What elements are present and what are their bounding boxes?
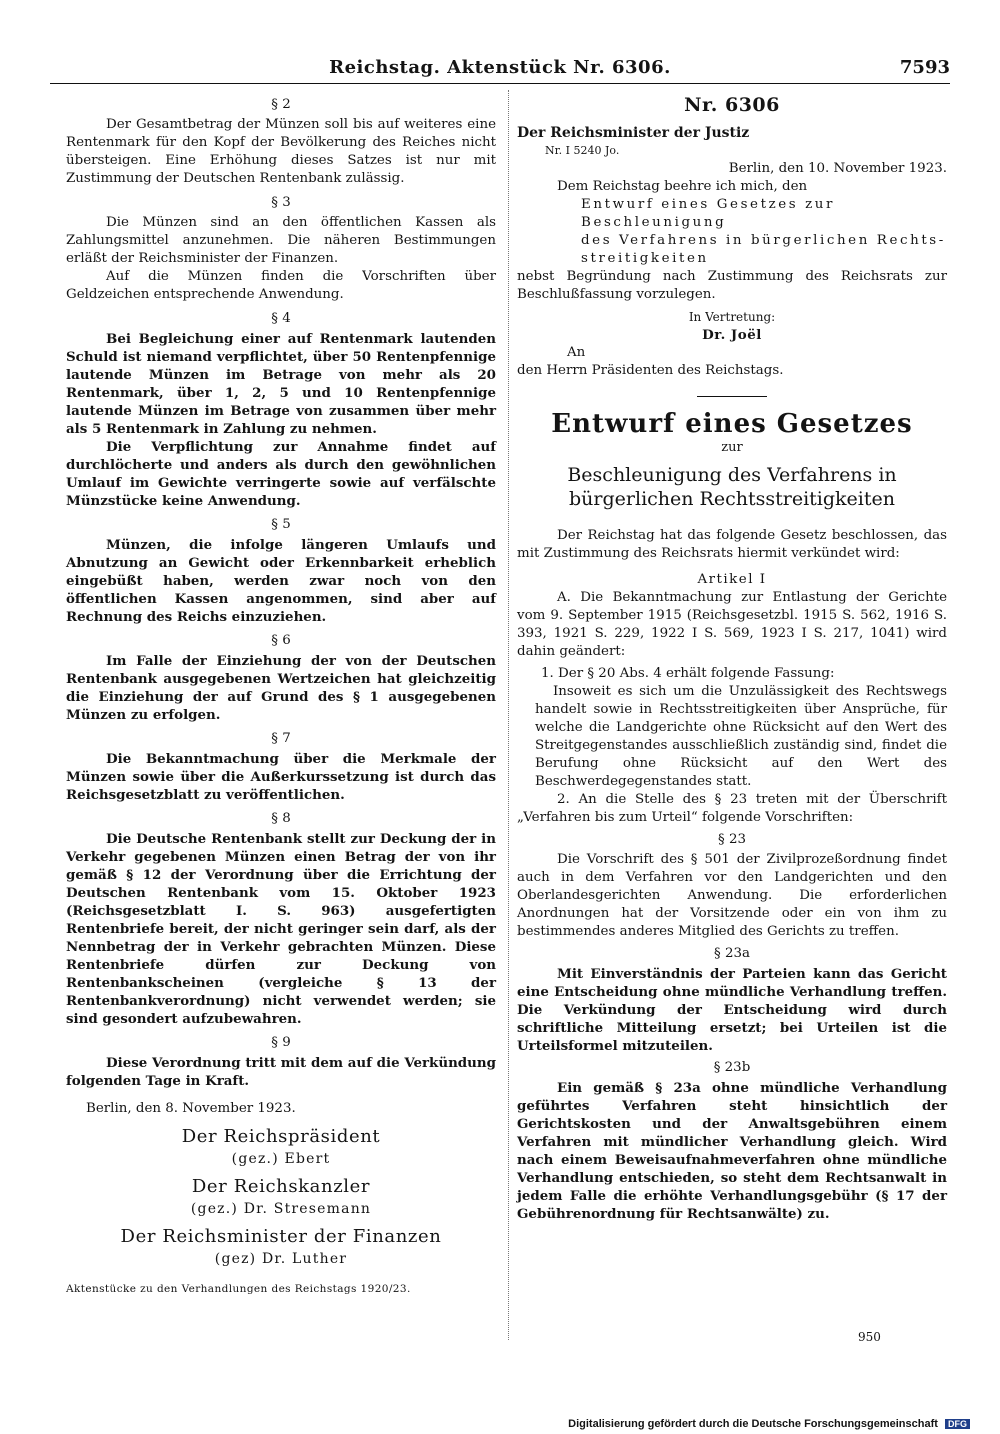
article-text: A. Die Bekanntmachung zur Entlastung der Gerichte vom 9. September 1915 (Reichsgesetzbl. 1915 S. 562, 1916 S. 393, 1921 S. 229, 1922 I S. 569, 1923 I S. 217, 1041) wird dahin geändert: bbox=[517, 590, 947, 659]
section-heading: § 23 bbox=[718, 832, 746, 847]
paragraph: Die Deutsche Rentenbank stellt zur Deckung der in Verkehr gegebenen Münzen einen Betrag der von ihr gemäß § 12 der Verordnung über die Errichtung der Deutschen Rentenbank vom 15. Oktober 1923 (Reichsgesetzblatt I. S. 963) ausgefertigten Rentenbriefe bereit, der nicht geringer sein darf, als der Nennbetrag der in Verkehr gebrachten Münzen. Diese Rentenbriefe dürfen zur Deckung von Rentenbankscheinen (vergleiche § 13 der Rentenbankverordnung) nicht verwendet werden; sie sind gesondert aufzubewahren. bbox=[66, 831, 496, 1027]
paragraph: Die Bekanntmachung über die Merkmale der Münzen sowie über die Außerkurssetzung ist durch das Reichsgesetzblatt zu veröffentlichen. bbox=[66, 751, 496, 803]
header-title: Reichstag. Aktenstück Nr. 6306. bbox=[329, 57, 671, 78]
left-date: Berlin, den 8. November 1923. bbox=[86, 1101, 296, 1116]
signature-title: Der Reichspräsident bbox=[181, 1126, 381, 1147]
paragraph: Auf die Münzen finden die Vorschriften über Geldzeichen entsprechende Anwendung. bbox=[66, 269, 496, 302]
letter-date: Berlin, den 10. November 1923. bbox=[728, 161, 947, 176]
draft-title: Entwurf eines Gesetzes bbox=[551, 409, 913, 439]
minister-title: Der Reichsminister der Justiz bbox=[517, 125, 750, 141]
section-heading: § 23b bbox=[713, 1060, 751, 1075]
section-heading: § 9 bbox=[271, 1035, 291, 1050]
signer: Dr. Joël bbox=[702, 327, 762, 343]
paragraph: Im Falle der Einziehung der von der Deutschen Rentenbank ausgegebenen Wertzeichen hat gleichzeitig die Einziehung der auf Grund des § 1 ausgegebenen Münzen zu erfolgen. bbox=[66, 653, 496, 723]
paragraph: Münzen, die infolge längeren Umlaufs und Abnutzung an Gewicht oder Erkennbarkeit erheblich eingebüßt haben, werden zwar noch von den öffentlichen Kassen angenommen, sind aber auf Rechnung des Reichs einzuziehen. bbox=[66, 537, 496, 625]
paragraph: Die Verpflichtung zur Annahme findet auf durchlöcherte und anders als durch den gewöhnlichen Umlauf im Gewichte verringerte sowie auf verfälschte Münzstücke keine Anwendung. bbox=[66, 439, 496, 509]
paragraph: Der Gesamtbetrag der Münzen soll bis auf weiteres eine Rentenmark für den Kopf der Bevölkerung des Reiches nicht übersteigen. Eine Erhöhung dieses Satzes ist nur mit Zustimmung der Deutschen Rentenbank zulässig. bbox=[66, 117, 496, 186]
column-divider bbox=[508, 90, 509, 1340]
letter-continuation: nebst Begründung nach Zustimmung des Reichsrats zur Beschlußfassung vorzulegen. bbox=[517, 269, 947, 302]
signature-name: (gez.) Dr. Stresemann bbox=[190, 1201, 372, 1217]
section-heading: § 3 bbox=[271, 195, 291, 210]
section-heading: § 5 bbox=[271, 517, 291, 532]
section-heading: § 2 bbox=[271, 97, 291, 112]
signature-title: Der Reichsminister der Finanzen bbox=[120, 1226, 442, 1247]
paragraph: Bei Begleichung einer auf Rentenmark lautenden Schuld ist niemand verpflichtet, über 50 Rentenpfennige lautende Münzen im Betrage von mehr als 20 Rentenmark, über 1, 2, 5 und 10 Rentenpfennige lautende Münzen im Betrage von zusammen über mehr als 5 Rentenmark in Zahlung zu nehmen. bbox=[66, 331, 496, 437]
section-heading: § 6 bbox=[271, 633, 291, 648]
quoted-provision: Insoweit es sich um die Unzulässigkeit des Rechtswegs handelt sowie in Rechtsstreitigkeiten über Ansprüche, für welche die Landgerichte ohne Rücksicht auf den Wert des Streitgegenstandes ausschließlich zuständig sind, findet die Berufung ohne Rücksicht auf den Wert des Beschwerdegegenstandes statt. bbox=[535, 684, 947, 789]
bill-title-line: des Verfahrens in bürgerlichen Rechts- bbox=[581, 233, 946, 248]
paragraph: Ein gemäß § 23a ohne mündliche Verhandlung geführtes Verfahren steht hinsichtlich der Gerichtskosten und der Anwaltsgebühren einem Verfahren mit mündlicher Verhandlung gleich. Wird nach einem Beweisaufnahmeverfahren ohne mündliche Verhandlung entschieden, so steht dem Rechtsanwalt in jedem Falle die erhöhte Verhandlungsgebühr (§ 17 der Gebührenordnung für Rechtsanwälte) zu. bbox=[517, 1080, 947, 1222]
bill-title-line: streitigkeiten bbox=[581, 251, 709, 266]
footnote: Aktenstücke zu den Verhandlungen des Reichstags 1920/23. bbox=[66, 1283, 411, 1295]
section-heading: § 7 bbox=[271, 731, 291, 746]
draft-zur: zur bbox=[721, 440, 743, 455]
addressee: den Herrn Präsidenten des Reichstags. bbox=[517, 363, 784, 378]
paragraph: Die Münzen sind an den öffentlichen Kassen als Zahlungsmittel anzunehmen. Die näheren Bestimmungen erläßt der Reichsminister der Finanzen. bbox=[66, 215, 496, 266]
right-column bbox=[517, 96, 947, 1223]
addressee-an: An bbox=[567, 345, 586, 360]
vertretung: In Vertretung: bbox=[688, 310, 776, 324]
enactment-clause: Der Reichstag hat das folgende Gesetz beschlossen, das mit Zustimmung des Reichsrats hiermit verkündet wird: bbox=[517, 528, 947, 561]
signature-title: Der Reichskanzler bbox=[191, 1176, 371, 1197]
section-heading: § 8 bbox=[271, 811, 291, 826]
paragraph: Mit Einverständnis der Parteien kann das Gericht eine Entscheidung ohne mündliche Verhandlung treffen. Die Verkündung der Entscheidung wird durch schriftliche Mitteilung ersetzt; bei Urteilen ist die Urteilsformel mitzuteilen. bbox=[517, 966, 947, 1054]
list-item: 1. Der § 20 Abs. 4 erhält folgende Fassung: bbox=[541, 666, 835, 681]
digitization-footer bbox=[568, 1418, 970, 1430]
page-header bbox=[50, 57, 950, 84]
reference-number: Nr. I 5240 Jo. bbox=[545, 144, 620, 157]
section-heading: § 4 bbox=[271, 311, 291, 326]
list-item: 2. An die Stelle des § 23 treten mit der Überschrift „Verfahren bis zum Urteil“ folgende Vorschriften: bbox=[517, 792, 947, 825]
header-page-number: 7593 bbox=[899, 57, 950, 78]
draft-subtitle: Beschleunigung des Verfahrens in bürgerlichen Rechtsstreitigkeiten bbox=[567, 464, 897, 510]
article-heading: Artikel I bbox=[697, 572, 767, 587]
dfg-logo: DFG bbox=[945, 1419, 970, 1429]
footer-text: Digitalisierung gefördert durch die Deutsche Forschungsgemeinschaft bbox=[568, 1418, 938, 1430]
section-rule bbox=[697, 396, 767, 397]
letter-intro: Dem Reichstag beehre ich mich, den bbox=[557, 179, 808, 194]
bottom-page-number: 950 bbox=[858, 1330, 881, 1344]
paragraph: Diese Verordnung tritt mit dem auf die Verkündung folgenden Tage in Kraft. bbox=[66, 1055, 496, 1089]
left-column bbox=[66, 96, 496, 1298]
document-number: Nr. 6306 bbox=[684, 94, 780, 116]
section-heading: § 23a bbox=[714, 946, 750, 961]
signature-name: (gez.) Ebert bbox=[231, 1151, 331, 1167]
signature-name: (gez) Dr. Luther bbox=[214, 1251, 348, 1267]
paragraph: Die Vorschrift des § 501 der Zivilprozeßordnung findet auch in dem Verfahren vor den Landgerichten und den Oberlandesgerichten Anwendung. Die erforderlichen Anordnungen hat der Vorsitzende oder ein von ihm zu bestimmendes anderes Mitglied des Gerichts zu treffen. bbox=[517, 852, 947, 939]
bill-title-line: Entwurf eines Gesetzes zur Beschleunigung bbox=[581, 197, 835, 230]
